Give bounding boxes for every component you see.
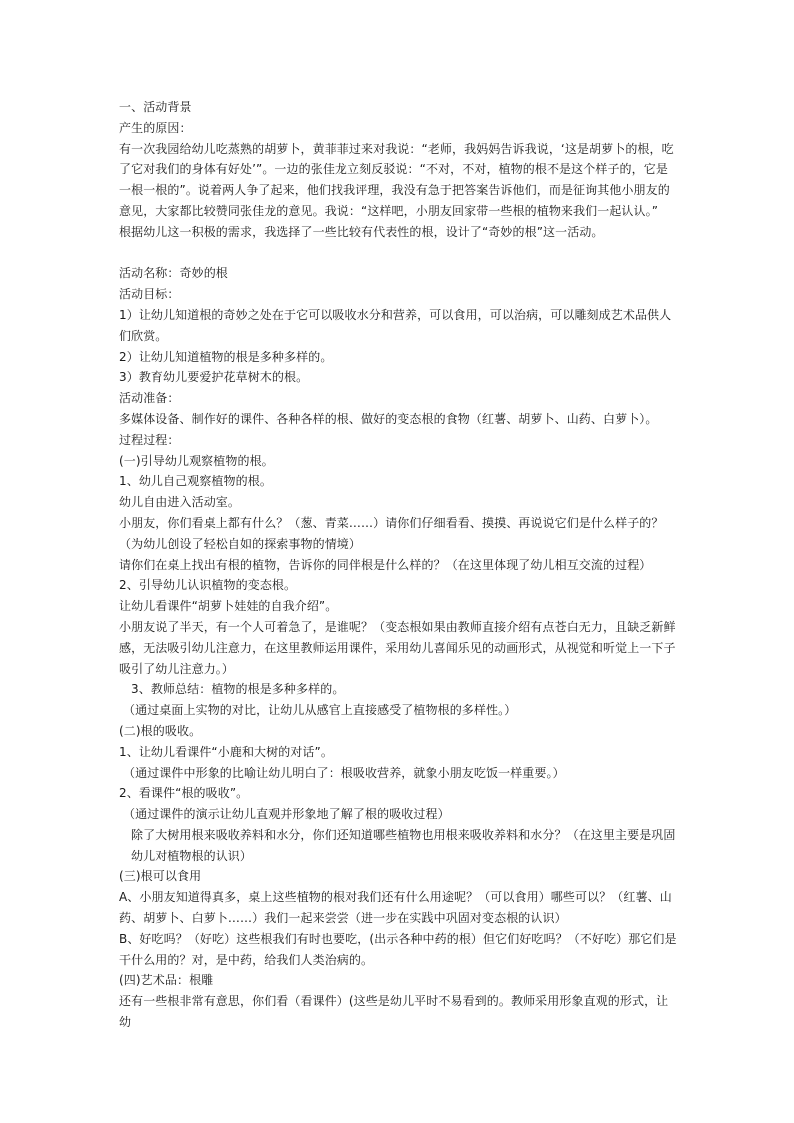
paragraph: 幼儿自由进入活动室。 <box>119 495 241 510</box>
paragraph: 请你们在桌上找出有根的植物，告诉你的同伴根是什么样的？（在这里体现了幼儿相互交流的过程） <box>119 557 652 572</box>
paragraph: 小朋友说了半天，有一个人可着急了，是谁呢？（变态根如果由教师直接介绍有点苍白无力，且缺乏新鲜感，无法吸引幼儿注意力，在这里教师运用课件，采用幼儿喜闻乐见的动画形式，从视觉和听觉上一下子吸引了幼儿注意力。） <box>119 619 676 676</box>
paragraph: A、小朋友知道得真多，桌上这些植物的根对我们还有什么用途呢？（可以食用）哪些可以？（红薯、山药、胡萝卜、白萝卜……）我们一起来尝尝（进一步在实践中巩固对变态根的认识） <box>119 890 672 926</box>
paragraph: 除了大树用根来吸收养料和水分，你们还知道哪些植物也用根来吸收养料和水分？（在这里主要是巩固幼儿对植物根的认识） <box>131 827 676 863</box>
paragraph: 3、教师总结：植物的根是多种多样的。 <box>131 682 345 697</box>
paragraph: 3）教育幼儿要爱护花草树木的根。 <box>119 370 309 385</box>
paragraph: 1、幼儿自己观察植物的根。 <box>119 474 272 489</box>
paragraph: B、好吃吗？（好吃）这些根我们有时也要吃，(出示各种中药的根）但它们好吃吗？（不好吃）那它们是干什么用的？对，是中药，给我们人类治病的。 <box>119 931 677 967</box>
paragraph: 小朋友，你们看桌上都有什么？（葱、青菜……）请你们仔细看看、摸摸、再说说它们是什么样子的？（为幼儿创设了轻松自如的探索事物的情境） <box>119 515 664 551</box>
paragraph: （通过课件中形象的比喻让幼儿明白了：根吸收营养，就象小朋友吃饭一样重要。） <box>123 765 565 780</box>
document-body <box>119 97 679 1033</box>
section-heading-background: 一、活动背景 <box>119 100 192 114</box>
paragraph: 多媒体设备、制作好的课件、各种各样的根、做好的变态根的食物（红薯、胡萝卜、山药、白萝卜）。 <box>119 411 658 426</box>
paragraph: (二)根的吸收。 <box>119 723 202 738</box>
paragraph: 过程过程： <box>119 432 180 447</box>
paragraph: 产生的原因： <box>119 120 192 135</box>
paragraph: （通过课件的演示让幼儿直观并形象地了解了根的吸收过程） <box>123 807 450 822</box>
paragraph: 2）让幼儿知道植物的根是多种多样的。 <box>119 349 333 364</box>
blank-line <box>119 243 679 264</box>
paragraph: 2、看课件“根的吸收”。 <box>119 786 249 801</box>
paragraph: 还有一些根非常有意思，你们看（看课件）(这些是幼儿平时不易看到的。教师采用形象直观的形式，让幼 <box>119 994 669 1030</box>
paragraph: （通过桌面上实物的对比，让幼儿从感官上直接感受了植物根的多样性。） <box>123 703 517 718</box>
paragraph: 活动名称：奇妙的根 <box>119 266 228 281</box>
paragraph: 活动准备： <box>119 391 180 406</box>
paragraph: 根据幼儿这一积极的需求，我选择了一些比较有代表性的根，设计了“奇妙的根”这一活动。 <box>119 224 604 239</box>
paragraph: (三)根可以食用 <box>119 869 202 884</box>
paragraph: 让幼儿看课件“胡萝卜娃娃的自我介绍”。 <box>119 599 338 614</box>
paragraph: 1、让幼儿看课件“小鹿和大树的对话”。 <box>119 744 333 759</box>
paragraph: (一)引导幼儿观察植物的根。 <box>119 453 274 468</box>
paragraph: 活动目标： <box>119 287 180 302</box>
paragraph: 1）让幼儿知道根的奇妙之处在于它可以吸收水分和营养，可以食用，可以治病，可以雕刻成艺术品供人们欣赏。 <box>119 307 672 343</box>
paragraph: 有一次我园给幼儿吃蒸熟的胡萝卜，黄菲菲过来对我说：“老师，我妈妈告诉我说，‘这是胡萝卜的根，吃了它对我们的身体有好处’”。一边的张佳龙立刻反驳说：“不对，不对，植物的根不是这个样子的，它是一根一根的”。说着两人争了起来，他们找我评理，我没有急于把答案告诉他们，而是征询其他小朋友的意见，大家都比较赞同张佳龙的意见。我说：“这样吧，小朋友回家带一些根的植物来我们一起认认。” <box>119 141 674 218</box>
paragraph: (四)艺术品：根雕 <box>119 973 214 988</box>
paragraph: 2、引导幼儿认识植物的变态根。 <box>119 578 297 593</box>
